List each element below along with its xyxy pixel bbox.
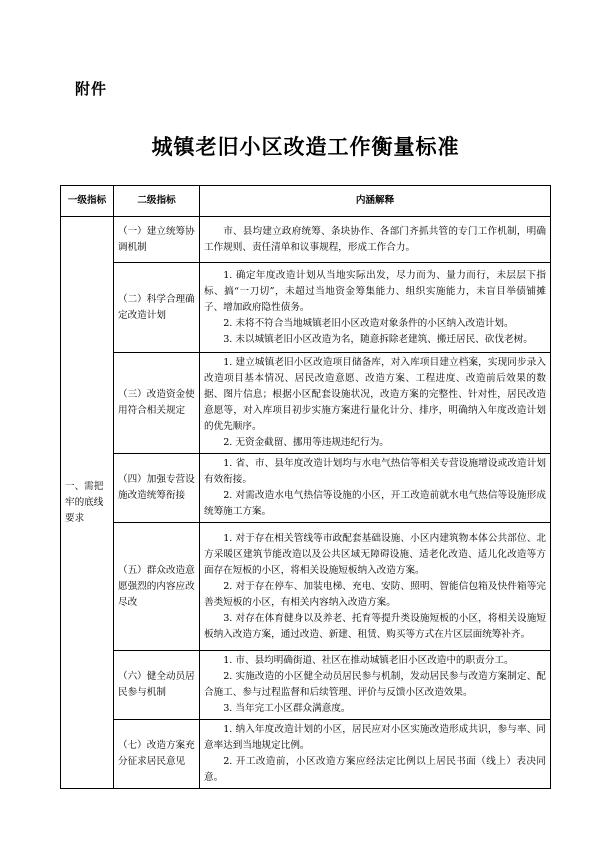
level2-indicator: （七）改造方案充分征求居民意见 [114,720,200,789]
description-line: 2. 实施改造的小区健全动员居民参与机制，发动居民参与改造方案制定、配合施工、参与过程监督和后续管理、评价与反馈小区改造效果。 [204,671,546,698]
description-line: 1. 对于存在相关管线等市政配套基础设施、小区内建筑物本体公共部位、北方采暖区建筑节能改造以及公共区域无障碍设施、适老化改造、适儿化改造等方面存在短板的小区，将相关设施短板纳入改造方案。 [204,532,546,576]
level1-indicator: 一、需把牢的底线要求 [61,217,114,789]
description-line: 1. 市、县均明确街道、社区在推动城镇老旧小区改造中的职责分工。 [223,655,514,666]
table-row [61,454,551,523]
attachment-label: 附件 [75,80,108,98]
level2-indicator: （一）建立统筹协调机制 [114,217,200,263]
description-cell [200,353,551,454]
header-level2: 二级指标 [114,186,200,217]
description-cell [200,651,551,720]
description-cell [200,217,551,263]
description-cell [200,263,551,353]
header-description: 内涵解释 [200,186,551,217]
description-cell [200,523,551,651]
level2-indicator: （五）群众改造意愿强烈的内容应改尽改 [114,523,200,651]
header-level1: 一级指标 [61,186,114,217]
description-line: 1. 纳入年度改造计划的小区，居民应对小区实施改造形成共识，参与率、同意率达到当地规定比例。 [204,724,546,751]
description-line: 2. 开工改造前，小区改造方案应经法定比例以上居民书面（线上）表决同意。 [204,756,546,783]
description-line: 2. 对需改造水电气热信等设施的小区，开工改造前就水电气热信等设施形成统筹施工方案。 [204,490,546,517]
table-row [61,263,551,353]
level2-indicator: （四）加强专营设施改造统筹衔接 [114,454,200,523]
standards-table [60,185,551,789]
description-line: 2. 对于存在停车、加装电梯、充电、安防、照明、智能信包箱及快件箱等完善类短板的小区，有相关内容纳入改造方案。 [204,580,546,608]
description-line: 市、县均建立政府统筹、条块协作、各部门齐抓共管的专门工作机制，明确工作规则、责任清单和议事规程，形成工作合力。 [204,225,546,253]
description-cell [200,454,551,523]
level2-indicator: （六）健全动员居民参与机制 [114,651,200,720]
description-line: 1. 省、市、县年度改造计划均与水电气热信等相关专营设施增设或改造计划有效衔接。 [204,458,546,485]
document-title: 城镇老旧小区改造工作衡量标准 [151,135,460,159]
description-line: 3. 未以城镇老旧小区改造为名，随意拆除老建筑、搬迁居民、砍伐老树。 [223,333,533,345]
table-row [61,217,551,263]
table-row [61,651,551,720]
description-line: 3. 对存在体育健身以及养老、托育等提升类设施短板的小区，将相关设施短板纳入改造方案，通过改造、新建、租赁、购买等方式在片区层面统筹补齐。 [204,612,546,640]
table-row [61,523,551,651]
level2-indicator: （二）科学合理确定改造计划 [114,263,200,353]
table-row [61,353,551,454]
table-header-row [61,186,551,217]
level2-indicator: （三）改造资金使用符合相关规定 [114,353,200,454]
description-line: 1. 确定年度改造计划从当地实际出发，尽力而为、量力而行，未层层下指标、搞“一刀切”，未超过当地资金筹集能力、组织实施能力，未盲目举债铺摊子、增加政府隐性债务。 [204,269,546,313]
description-line: 1. 建立城镇老旧小区改造项目储备库，对入库项目建立档案，实现同步录入改造项目基本情况、居民改造意愿、改造方案、工程进度、改造前后效果的数据、图片信息；根据小区配套设施状况，改造方案的完整性、针对性，居民改造意愿等，对入库项目初步实施方案进行量化计分、排序，明确纳入年度改造计划的优先顺序。 [204,357,546,432]
description-line: 2. 无资金截留、挪用等违规违纪行为。 [223,437,389,448]
description-line: 2. 未将不符合当地城镇老旧小区改造对象条件的小区纳入改造计划。 [223,317,514,329]
table-row [61,720,551,789]
description-cell [200,720,551,789]
description-line: 3. 当年完工小区群众满意度。 [223,703,351,714]
